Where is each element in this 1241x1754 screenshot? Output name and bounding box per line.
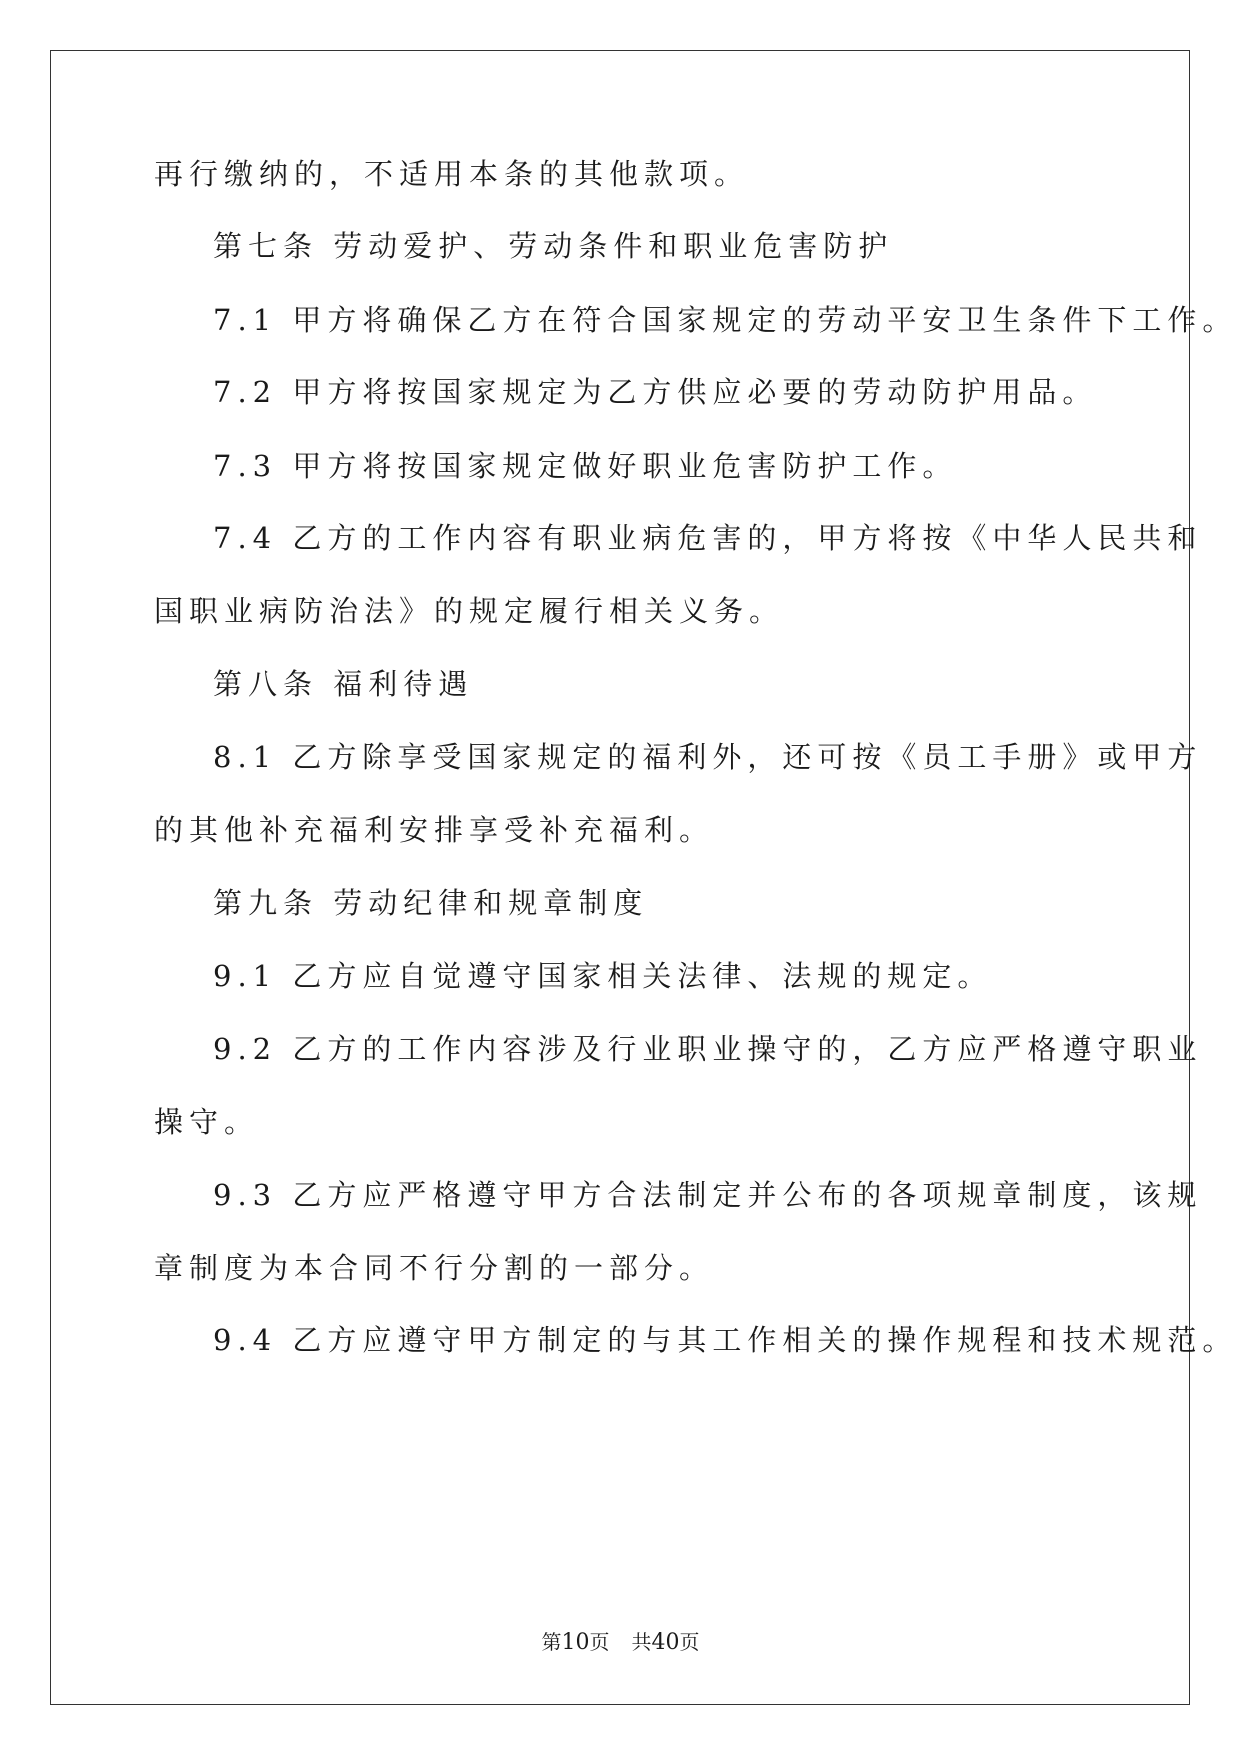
text-line: 章制度为本合同不行分割的一部分。 [154,1251,715,1285]
text-line: 7.3 甲方将按国家规定做好职业危害防护工作。 [213,449,958,483]
text-line: 的其他补充福利安排享受补充福利。 [154,813,715,847]
text-line: 再行缴纳的，不适用本条的其他款项。 [154,157,750,191]
text-line: 9.1 乙方应自觉遵守国家相关法律、法规的规定。 [213,959,993,993]
page-prefix: 第 [541,1630,562,1654]
page-suffix: 页 [589,1630,610,1654]
page-border [50,50,1190,1705]
text-line: 7.2 甲方将按国家规定为乙方供应必要的劳动防护用品。 [213,375,1098,409]
section-heading: 第八条 福利待遇 [213,667,474,701]
text-line: 9.3 乙方应严格遵守甲方合法制定并公布的各项规章制度，该规 [213,1178,1203,1212]
text-line: 9.2 乙方的工作内容涉及行业职业操守的，乙方应严格遵守职业 [213,1032,1203,1066]
section-heading: 第九条 劳动纪律和规章制度 [213,886,649,920]
text-line: 7.4 乙方的工作内容有职业病危害的，甲方将按《中华人民共和 [213,521,1203,555]
text-line: 国职业病防治法》的规定履行相关义务。 [154,594,785,628]
text-line: 8.1 乙方除享受国家规定的福利外，还可按《员工手册》或甲方 [213,740,1203,774]
text-line: 9.4 乙方应遵守甲方制定的与其工作相关的操作规程和技术规范。 [213,1323,1238,1357]
page-footer [0,1628,1241,1657]
total-prefix: 共 [631,1630,652,1654]
text-line: 7.1 甲方将确保乙方在符合国家规定的劳动平安卫生条件下工作。 [213,303,1238,337]
page-total: 40 [651,1630,680,1655]
page-current: 10 [561,1630,590,1655]
total-suffix: 页 [679,1630,700,1654]
section-heading: 第七条 劳动爱护、劳动条件和职业危害防护 [213,229,894,263]
text-line: 操守。 [154,1105,260,1139]
